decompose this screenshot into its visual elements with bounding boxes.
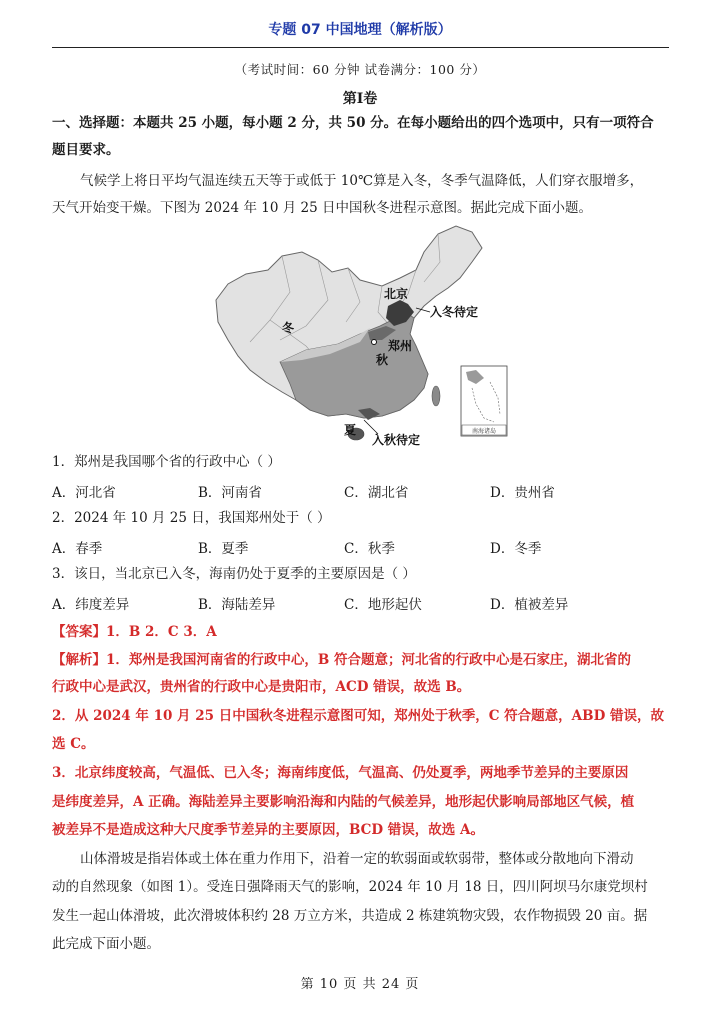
option-d: D．冬季 xyxy=(490,541,542,557)
next-intro-line-1: 山体滑坡是指岩体或土体在重力作用下，沿着一定的软弱面或软弱带，整体或分散地向下滑动 xyxy=(80,851,634,867)
question-1-stem: 1．郑州是我国哪个省的行政中心（ ） xyxy=(52,454,281,470)
zhengzhou-marker xyxy=(372,340,377,345)
option-a: A．春季 xyxy=(52,541,103,557)
next-intro-line-4: 此完成下面小题。 xyxy=(52,936,160,952)
option-d: D．植被差异 xyxy=(490,597,569,613)
taiwan-island xyxy=(432,386,440,406)
next-intro-line-2: 动的自然现象（如图 1）。受连日强降雨天气的影响，2024 年 10 月 18 日，四川阿坝马尔康党坝村 xyxy=(52,879,648,895)
analysis-line-5: 3．北京纬度较高，气温低、已入冬；海南纬度低，气温高、仍处夏季，两地季节差异的主要原因 xyxy=(52,765,629,781)
option-c: C．湖北省 xyxy=(344,485,409,501)
analysis-line-4: 选 C。 xyxy=(52,736,95,752)
exam-info: （考试时间：60 分钟 试卷满分：100 分） xyxy=(234,62,486,77)
header-divider xyxy=(52,47,669,48)
label-winter-pending: 入冬待定 xyxy=(430,305,479,319)
label-autumn: 秋 xyxy=(376,353,389,367)
question-2-options xyxy=(52,537,672,555)
document-header-title: 专题 07 中国地理（解析版） xyxy=(268,22,452,38)
option-a: A．纬度差异 xyxy=(52,597,130,613)
label-summer: 夏 xyxy=(344,423,357,437)
label-zhengzhou: 郑州 xyxy=(388,339,413,353)
south-china-sea-inset xyxy=(461,366,507,436)
section-instructions-line2: 题目要求。 xyxy=(52,142,120,158)
question-1-options xyxy=(52,481,672,499)
option-c: C．地形起伏 xyxy=(344,597,422,613)
analysis-line-1: 【解析】1．郑州是我国河南省的行政中心，B 符合题意；河北省的行政中心是石家庄，湖北省的 xyxy=(52,652,632,668)
question-3-options xyxy=(52,593,672,611)
question-3-stem: 3．该日，当北京已入冬，海南仍处于夏季的主要原因是（ ） xyxy=(52,566,416,582)
label-beijing: 北京 xyxy=(384,287,409,301)
option-d: D．贵州省 xyxy=(490,485,555,501)
analysis-label: 【解析】 xyxy=(52,652,106,668)
answer-line xyxy=(52,623,672,641)
option-a: A．河北省 xyxy=(52,485,116,501)
page-footer: 第 10 页 共 24 页 xyxy=(300,977,420,992)
option-b: B．海陆差异 xyxy=(198,597,276,613)
label-autumn-pending: 入秋待定 xyxy=(372,433,421,447)
china-autumn-winter-map xyxy=(210,222,515,450)
option-b: B．河南省 xyxy=(198,485,262,501)
analysis-line-7: 被差异不是造成这种大尺度季节差异的主要原因，BCD 错误，故选 A。 xyxy=(52,822,484,838)
intro-line1: 气候学上将日平均气温连续五天等于或低于 10℃算是入冬，冬季气温降低，人们穿衣服增多， xyxy=(80,173,644,189)
label-winter: 冬 xyxy=(282,321,295,335)
answer-label: 【答案】 xyxy=(52,624,106,640)
analysis-line-3: 2．从 2024 年 10 月 25 日中国秋冬进程示意图可知，郑州处于秋季，C 符合题意，ABD 错误，故 xyxy=(52,708,664,724)
question-2-stem: 2．2024 年 10 月 25 日，我国郑州处于（ ） xyxy=(52,510,331,526)
option-c: C．秋季 xyxy=(344,541,395,557)
intro-line2: 天气开始变干燥。下图为 2024 年 10 月 25 日中国秋冬进程示意图。据此完成下面小题。 xyxy=(52,200,592,216)
option-b: B．夏季 xyxy=(198,541,249,557)
label-inset: 南海诸岛 xyxy=(471,428,497,435)
analysis-line-2: 行政中心是武汉，贵州省的行政中心是贵阳市，ACD 错误，故选 B。 xyxy=(52,679,471,695)
section-instructions-line1: 一、选择题：本题共 25 小题，每小题 2 分，共 50 分。在每小题给出的四个选项中，只有一项符合 xyxy=(52,115,654,131)
answer-text: 1．B 2．C 3．A xyxy=(106,624,217,640)
analysis-line-6: 是纬度差异，A 正确。海陆差异主要影响沿海和内陆的气候差异，地形起伏影响局部地区气候，植 xyxy=(52,794,635,810)
next-intro-line-3: 发生一起山体滑坡，此次滑坡体积约 28 万立方米，共造成 2 栋建筑物灾毁，农作物损毁 20 亩。据 xyxy=(52,908,648,924)
volume-title: 第Ⅰ卷 xyxy=(342,91,378,107)
